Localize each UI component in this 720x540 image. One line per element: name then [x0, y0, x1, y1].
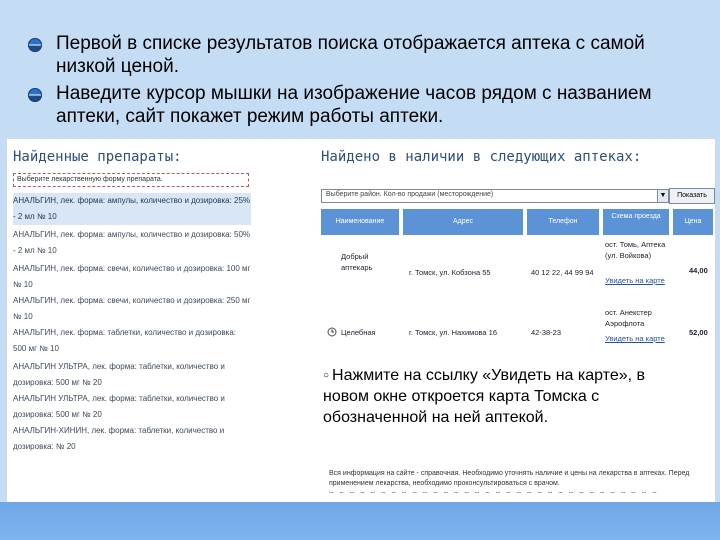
see-on-map-link[interactable]: Увидеть на карте [605, 334, 665, 343]
found-pharmacies-title: Найдено в наличии в следующих аптеках: [321, 149, 642, 165]
bullet-text-1: Первой в списке результатов поиска отображается аптека с самой низкой ценой. [56, 33, 645, 77]
route-text: ост. Анекстер Аэрофлота [605, 308, 652, 328]
pharmacy-name: Целебная [341, 328, 376, 337]
pharmacy-phone: 40 12 22, 44 99 94 [531, 268, 594, 277]
drug-item[interactable]: АНАЛЬГИН, лек. форма: ампулы, количество и дозировка: 50% - 2 мл № 10 [13, 230, 251, 255]
col-header-phone: Телефон [527, 209, 599, 235]
bullet-text-2: Наведите курсор мышки на изображение часов рядом с названием аптеки, сайт покажет режим работы аптеки. [56, 83, 652, 127]
col-header-name: Наименование [321, 209, 399, 235]
district-filter-select[interactable] [321, 189, 669, 203]
disclaimer-text: Вся информация на сайте - справочная. Необходимо уточнять наличие и цены на лекарства в аптеках. Перед применением лекарства, необходимо проконсультироваться с врачом. [329, 470, 690, 487]
slide-bullets [0, 0, 720, 138]
pharmacy-price: 44,00 [689, 266, 708, 275]
sphere-bullet-icon [28, 38, 42, 52]
dosage-hint: Выберите лекарственную форму препарата. [13, 173, 249, 187]
col-header-route: Схема проезда [603, 209, 669, 235]
filter-value: Выберите район. Кол-во продажи (месторождение) [326, 191, 494, 198]
sphere-bullet-icon [28, 88, 42, 102]
found-drugs-title: Найденные препараты: [13, 149, 182, 165]
drug-item[interactable]: АНАЛЬГИН УЛЬТРА, лек. форма: таблетки, количество и дозировка: 500 мг № 20 [13, 362, 225, 387]
clock-icon[interactable] [327, 327, 337, 337]
pharmacy-name: Добрый аптекарь [341, 252, 373, 272]
embedded-screenshot [6, 138, 716, 504]
route-text: ост. Томь, Аптека (ул. Войкова) [605, 240, 666, 260]
ring-bullet-icon: ○ [323, 370, 330, 382]
drug-item[interactable]: АНАЛЬГИН, лек. форма: таблетки, количество и дозировка: 500 мг № 10 [13, 328, 237, 353]
show-button[interactable]: Показать [669, 188, 715, 204]
drug-item[interactable]: АНАЛЬГИН УЛЬТРА, лек. форма: таблетки, количество и дозировка: 500 мг № 20 [13, 394, 225, 419]
dotted-divider: … … … … … … … … … … … … … … … … … … … … … … … … … … … … … … … … [329, 487, 658, 495]
drug-item[interactable]: АНАЛЬГИН-ХИНИН, лек. форма: таблетки, количество и дозировка: № 20 [13, 426, 225, 451]
pharmacy-phone: 42-38-23 [531, 328, 562, 337]
callout-text: Нажмите на ссылку «Увидеть на карте», в новом окне откроется карта Томска с обозначенной на ней аптекой. [323, 367, 645, 427]
slide-footer-band [0, 502, 720, 540]
drug-item[interactable]: АНАЛЬГИН, лек. форма: свечи, количество и дозировка: 100 мг № 10 [13, 264, 251, 289]
pharmacy-address: г. Томск, ул. Кобзона 55 [409, 268, 491, 277]
chevron-down-icon[interactable]: ▼ [657, 190, 668, 202]
pharmacy-price: 52,00 [689, 328, 708, 337]
pharmacy-address: г. Томск, ул. Нахимова 16 [409, 328, 497, 337]
callout-note [323, 365, 663, 428]
drug-item[interactable]: АНАЛЬГИН, лек. форма: ампулы, количество и дозировка: 25% - 2 мл № 10 [13, 193, 251, 225]
see-on-map-link[interactable]: Увидеть на карте [605, 276, 665, 285]
col-header-address: Адрес [403, 209, 523, 235]
col-header-price: Цена [673, 209, 713, 235]
drug-item[interactable]: АНАЛЬГИН, лек. форма: свечи, количество и дозировка: 250 мг № 10 [13, 296, 251, 321]
